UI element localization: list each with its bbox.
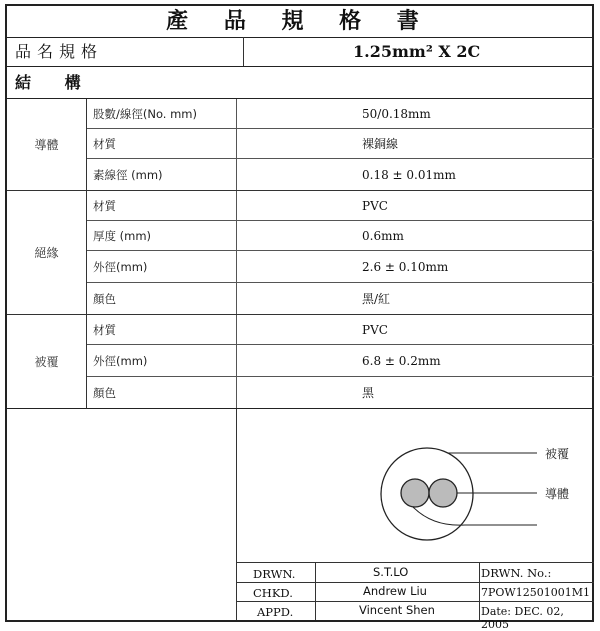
- property-name: 外徑(mm): [87, 345, 237, 376]
- property-name: 素線徑 (mm): [87, 159, 237, 190]
- structure-label: 結 構: [15, 73, 95, 92]
- group-conductor: [7, 99, 87, 191]
- drawing-area: [7, 409, 592, 631]
- property-value: 6.8 ± 0.2mm: [362, 354, 441, 368]
- appd-label: APPD.: [257, 605, 294, 619]
- property-name: 顏色: [87, 283, 237, 314]
- group-insulation: [7, 191, 87, 315]
- drwn-label: DRWN.: [253, 567, 296, 581]
- property-name: 材質: [87, 315, 237, 344]
- table-row: [87, 315, 594, 345]
- drwn-no-label: DRWN. No.:: [481, 566, 552, 580]
- product-name-value: 1.25mm² X 2C: [353, 42, 481, 61]
- property-name: 顏色: [87, 377, 237, 408]
- cable-cross-section-diagram: [237, 409, 593, 559]
- property-value: 黑: [362, 386, 375, 400]
- table-row: [87, 129, 594, 159]
- group-conductor-label: 導體: [34, 138, 59, 152]
- callout-conductor: 導體: [545, 487, 570, 501]
- table-row: [87, 283, 594, 315]
- table-row: [87, 191, 594, 221]
- conductor-right-circle: [429, 479, 457, 507]
- property-value: 0.18 ± 0.01mm: [362, 168, 456, 182]
- group-insulation-label: 絕緣: [34, 246, 59, 260]
- table-row: [87, 345, 594, 377]
- table-row: [87, 251, 594, 283]
- property-name: 材質: [87, 129, 237, 158]
- group-sheath-label: 被覆: [34, 355, 59, 369]
- property-name: 股數/線徑(No. mm): [87, 99, 237, 128]
- date-value: Date: DEC. 02, 2005: [481, 605, 564, 631]
- drwn-no-value: 7POW12501001M1: [481, 586, 590, 599]
- table-row: [87, 221, 594, 251]
- property-name: 厚度 (mm): [87, 221, 237, 250]
- property-value: 2.6 ± 0.10mm: [362, 260, 449, 274]
- property-value: 50/0.18mm: [362, 107, 431, 121]
- structure-row: [7, 67, 592, 99]
- inner-leader-line: [413, 507, 537, 525]
- table-row: [87, 377, 594, 409]
- property-value: 裸銅線: [362, 137, 399, 151]
- callout-sheath: 被覆: [545, 447, 570, 461]
- property-value: 0.6mm: [362, 229, 404, 243]
- group-sheath: [7, 315, 87, 409]
- property-name: 外徑(mm): [87, 251, 237, 282]
- property-value: PVC: [362, 323, 388, 337]
- table-row: [87, 99, 594, 129]
- property-name: 材質: [87, 191, 237, 220]
- table-row: [87, 159, 594, 191]
- property-value: PVC: [362, 199, 388, 213]
- chkd-label: CHKD.: [253, 586, 293, 600]
- product-name-row: [7, 37, 592, 67]
- spec-sheet: [5, 4, 594, 631]
- property-value: 黑/紅: [362, 292, 391, 306]
- conductor-left-circle: [401, 479, 429, 507]
- product-name-label: 品名規格: [15, 42, 104, 61]
- drwn-value: S.T.LO: [373, 565, 409, 579]
- document-title: 產 品 規 格 書: [7, 6, 592, 38]
- chkd-value: Andrew Liu: [363, 584, 427, 598]
- appd-value: Vincent Shen: [359, 603, 435, 617]
